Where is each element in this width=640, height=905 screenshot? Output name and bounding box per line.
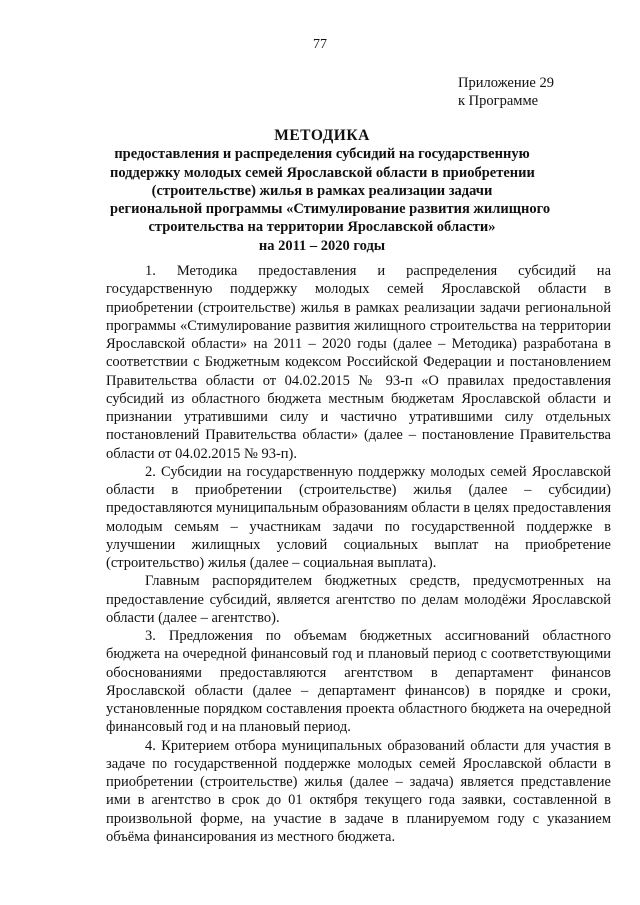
title-line: поддержку молодых семей Ярославской области в приобретении: [110, 164, 535, 181]
title-heading: МЕТОДИКА: [274, 127, 370, 144]
title-line: на 2011 – 2020 годы: [258, 237, 386, 254]
title-line: строительства на территории Ярославской области»: [148, 219, 496, 236]
appendix-line: Приложение 29: [458, 75, 554, 91]
document-title: [110, 127, 551, 255]
paragraph: 2. Субсидии на государственную поддержку молодых семей Ярославской области в приобретении (строительстве) жилья (далее – субсидии) предоставляются муниципальным образованиям области в целях предоставления молодым семьям – участникам задачи по государственной поддержке в улучшении жилищных условий социальных выплат на приобретение (строительство) жилья (далее – социальная выплата).: [106, 463, 611, 571]
paragraph: 4. Критерием отбора муниципальных образований области для участия в задаче по государственной поддержке молодых семей Ярославской области в приобретении (строительстве) жилья (далее – задача) является представление ими в агентство в срок до 01 октября текущего года заявки, составленной в произвольной форме, на участие в задаче в планируемом году с указанием объёма финансирования из местного бюджета.: [106, 737, 611, 845]
page-number: 77: [313, 37, 327, 52]
paragraph: 3. Предложения по объемам бюджетных ассигнований областного бюджета на очередной финансовый год и плановый период с соответствующими обоснованиями предоставляются агентством в департамент финансов Ярославской области (далее – департамент финансов) в порядке и сроки, установленные порядком составления проекта областного бюджета на очередной финансовый год и на плановый период.: [106, 628, 611, 736]
title-line: предоставления и распределения субсидий на государственную: [114, 146, 530, 163]
title-line: региональной программы «Стимулирование развития жилищного: [110, 201, 551, 218]
title-line: (строительстве) жилья в рамках реализации задачи: [151, 182, 493, 199]
appendix-reference: [458, 74, 554, 110]
paragraph: 1. Методика предоставления и распределения субсидий на государственную поддержку молодых семей Ярославской области в приобретении (строительстве) жилья в рамках реализации задачи региональной программы «Стимулирование развития жилищного строительства на территории Ярославской области» на 2011 – 2020 годы (далее – Методика) разработана в соответствии с Бюджетным кодексом Российской Федерации и постановлением Правительства области от 04.02.2015 № 93-п «О правилах предоставления субсидий из областного бюджета местным бюджетам Ярославской области и признании утратившими силу и частично утратившими силу отдельных постановлений Правительства области» (далее – постановление Правительства области от 04.02.2015 № 93-п).: [106, 263, 611, 462]
document-body: [106, 262, 611, 846]
paragraph: Главным распорядителем бюджетных средств, предусмотренных на предоставление субсидий, является агентство по делам молодёжи Ярославской области (далее – агентство).: [106, 573, 611, 626]
appendix-line: к Программе: [458, 93, 539, 109]
